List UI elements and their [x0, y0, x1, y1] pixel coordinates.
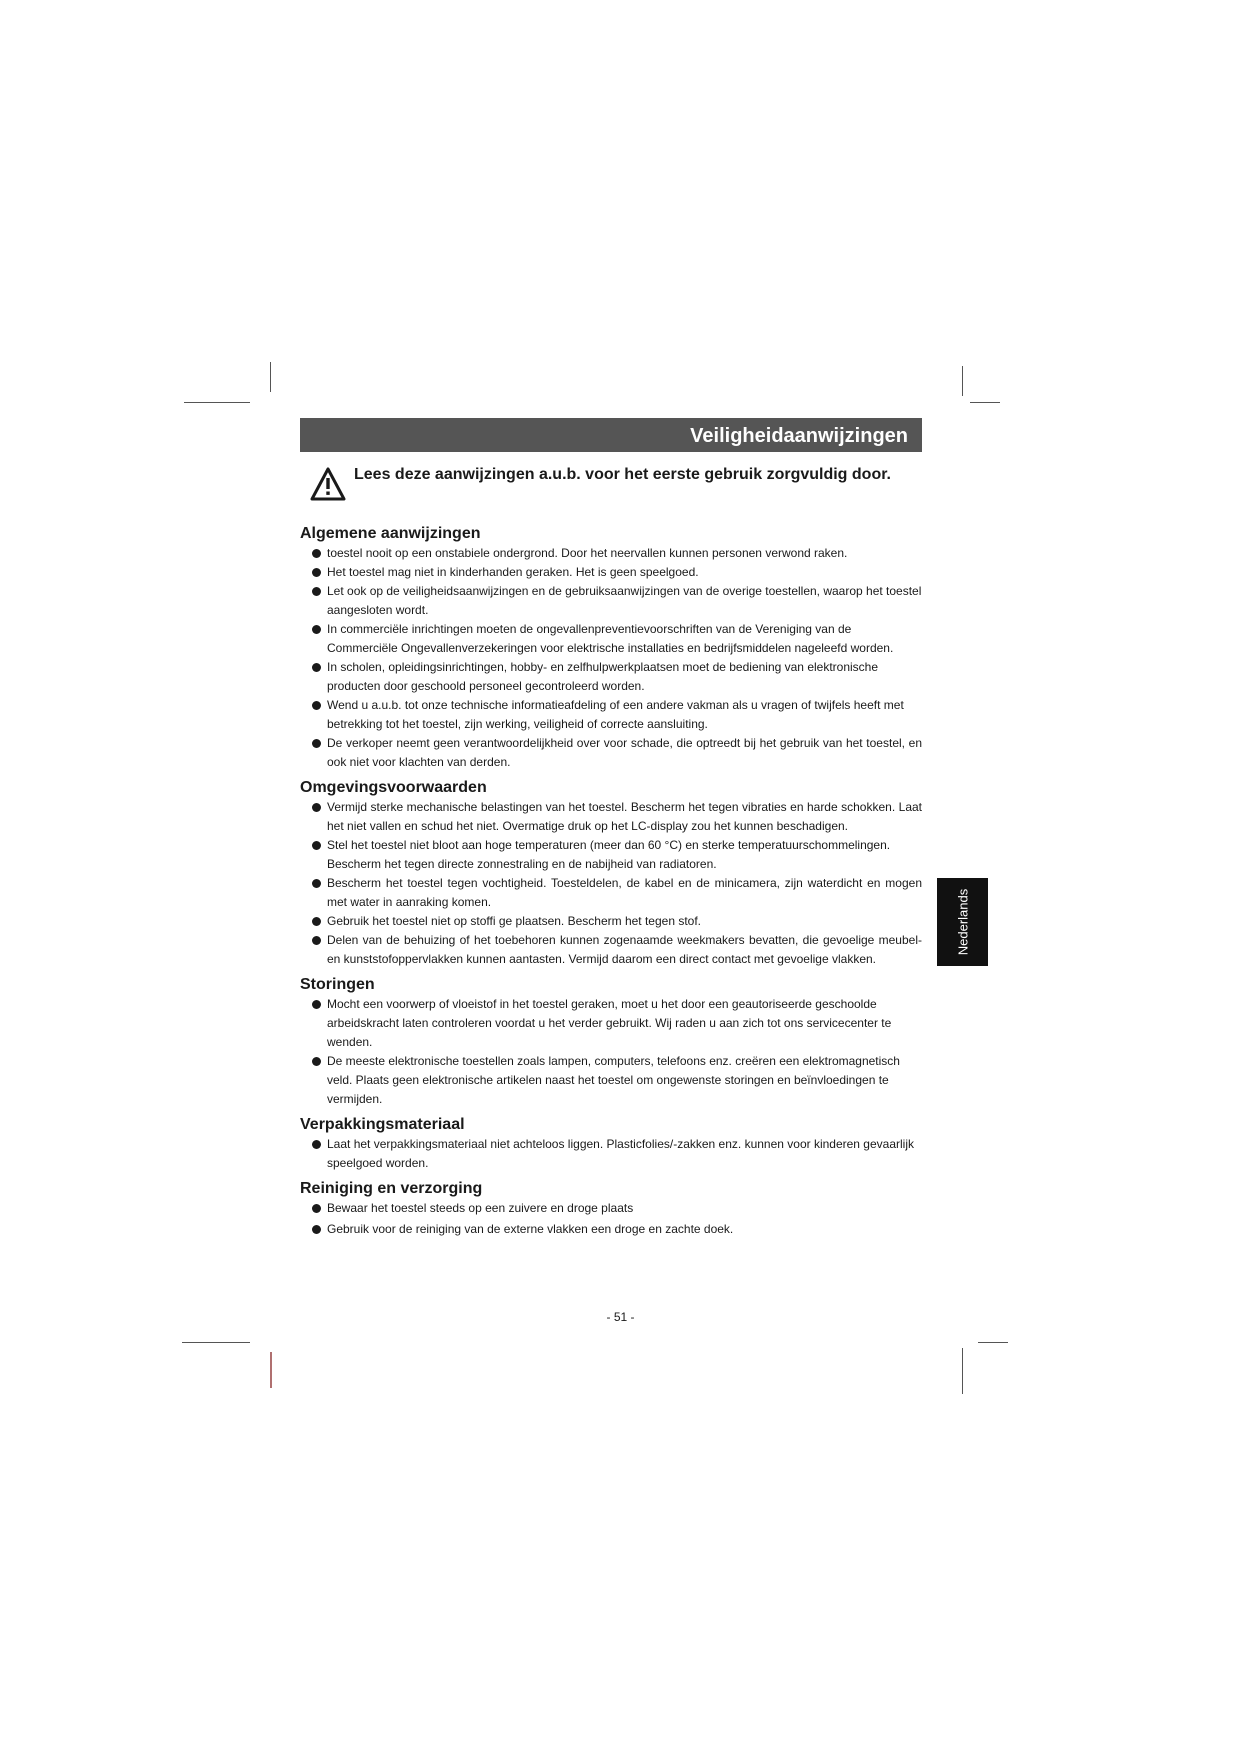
section-algemene-aanwijzingen [300, 524, 922, 772]
bullet-icon [312, 568, 321, 577]
bullet-icon [312, 625, 321, 634]
crop-mark [182, 1342, 250, 1343]
list-item: Gebruik het toestel niet op stoffi ge plaatsen. Bescherm het tegen stof. [300, 912, 922, 931]
list-item: Let ook op de veiligheidsaanwijzingen en de gebruiksaanwijzingen van de overige toestellen, waarop het toestel aangesloten wordt. [300, 582, 922, 620]
warning-row [300, 466, 922, 518]
warning-text: Lees deze aanwijzingen a.u.b. voor het eerste gebruik zorgvuldig door. [354, 466, 891, 483]
section-reiniging-en-verzorging [300, 1179, 922, 1239]
list-item: In commerciële inrichtingen moeten de ongevallenpreventievoorschriften van de Vereniging van de Commerciële Ongevallenverzekeringen voor elektrische installaties en bedrijfsmiddelen nageleefd worden. [300, 620, 922, 658]
section-storingen [300, 975, 922, 1109]
crop-mark [970, 402, 1000, 403]
list-item: De verkoper neemt geen verantwoordelijkheid over voor schade, die optreedt bij het gebruik van het toestel, en ook niet voor klachten van derden. [300, 734, 922, 772]
bullet-icon [312, 663, 321, 672]
list-item: Wend u a.u.b. tot onze technische informatieafdeling of een andere vakman als u vragen of twijfels heeft met betrekking tot het toestel, zijn werking, veiligheid of correcte aansluiting. [300, 696, 922, 734]
bullet-icon [312, 936, 321, 945]
bullet-list [300, 995, 922, 1109]
language-label: Nederlands [955, 888, 970, 956]
page-content [300, 418, 922, 1239]
page-title: Veiligheidaanwijzingen [690, 425, 908, 447]
section-verpakkingsmateriaal [300, 1115, 922, 1173]
list-item: De meeste elektronische toestellen zoals lampen, computers, telefoons enz. creëren een elektromagnetisch veld. Plaats geen elektronische artikelen naast het toestel om ongewenste storingen en beïnvloedingen te vermijden. [300, 1052, 922, 1109]
bullet-icon [312, 841, 321, 850]
bullet-list [300, 544, 922, 772]
bullet-icon [312, 739, 321, 748]
list-item: Bescherm het toestel tegen vochtigheid. Toesteldelen, de kabel en de minicamera, zijn waterdicht en mogen met water in aanraking komen. [300, 874, 922, 912]
bullet-icon [312, 803, 321, 812]
bullet-icon [312, 587, 321, 596]
section-title: Verpakkingsmateriaal [300, 1116, 465, 1133]
list-item: Stel het toestel niet bloot aan hoge temperaturen (meer dan 60 °C) en sterke temperatuurschommelingen. Bescherm het tegen directe zonnestraling en de nabijheid van radiatoren. [300, 836, 922, 874]
crop-mark [962, 1348, 963, 1394]
list-item: Laat het verpakkingsmateriaal niet achteloos liggen. Plasticfolies/-zakken enz. kunnen voor kinderen gevaarlijk speelgoed worden. [300, 1135, 922, 1173]
bullet-list [300, 1135, 922, 1173]
language-side-tab [937, 878, 988, 966]
list-item: In scholen, opleidingsinrichtingen, hobby- en zelfhulpwerkplaatsen moet de bediening van elektronische producten door geschoold personeel gecontroleerd worden. [300, 658, 922, 696]
bullet-icon [312, 549, 321, 558]
list-item: toestel nooit op een onstabiele ondergrond. Door het neervallen kunnen personen verwond raken. [300, 544, 922, 563]
list-item: Delen van de behuizing of het toebehoren kunnen zogenaamde weekmakers bevatten, die gevoelige meubel- en kunststofoppervlakken kunnen aantasten. Vermijd daarom een direct contact met gevoelige vlakken. [300, 931, 922, 969]
bullet-icon [312, 1204, 321, 1213]
section-title: Omgevingsvoorwaarden [300, 779, 487, 796]
bullet-icon [312, 1225, 321, 1234]
bullet-icon [312, 1000, 321, 1009]
bullet-icon [312, 917, 321, 926]
section-title: Reiniging en verzorging [300, 1180, 483, 1197]
crop-mark [978, 1342, 1008, 1343]
list-item: Vermijd sterke mechanische belastingen van het toestel. Bescherm het tegen vibraties en harde schokken. Laat het niet vallen en schud het niet. Overmatige druk op het LC-display zou het kunnen beschadigen. [300, 798, 922, 836]
bullet-icon [312, 1057, 321, 1066]
list-item: Bewaar het toestel steeds op een zuivere en droge plaats [300, 1199, 922, 1218]
section-omgevingsvoorwaarden [300, 778, 922, 969]
list-item: Mocht een voorwerp of vloeistof in het toestel geraken, moet u het door een geautoriseerde geschoolde arbeidskracht laten controleren voordat u het verder gebruikt. Wij raden u aan zich tot ons servicecenter te wenden. [300, 995, 922, 1052]
list-item: Gebruik voor de reiniging van de externe vlakken een droge en zachte doek. [300, 1220, 922, 1239]
crop-mark [270, 1352, 272, 1388]
bullet-icon [312, 701, 321, 710]
crop-mark [184, 402, 250, 403]
section-title: Storingen [300, 976, 375, 993]
list-item: Het toestel mag niet in kinderhanden geraken. Het is geen speelgoed. [300, 563, 922, 582]
bullet-list [300, 1199, 922, 1239]
warning-triangle-icon [310, 466, 346, 502]
section-title: Algemene aanwijzingen [300, 525, 481, 542]
crop-mark [962, 366, 963, 396]
bullet-icon [312, 1140, 321, 1149]
page-number: - 51 - [606, 1310, 635, 1324]
bullet-icon [312, 879, 321, 888]
page-title-banner [300, 418, 922, 452]
crop-mark [270, 362, 271, 392]
bullet-list [300, 798, 922, 969]
